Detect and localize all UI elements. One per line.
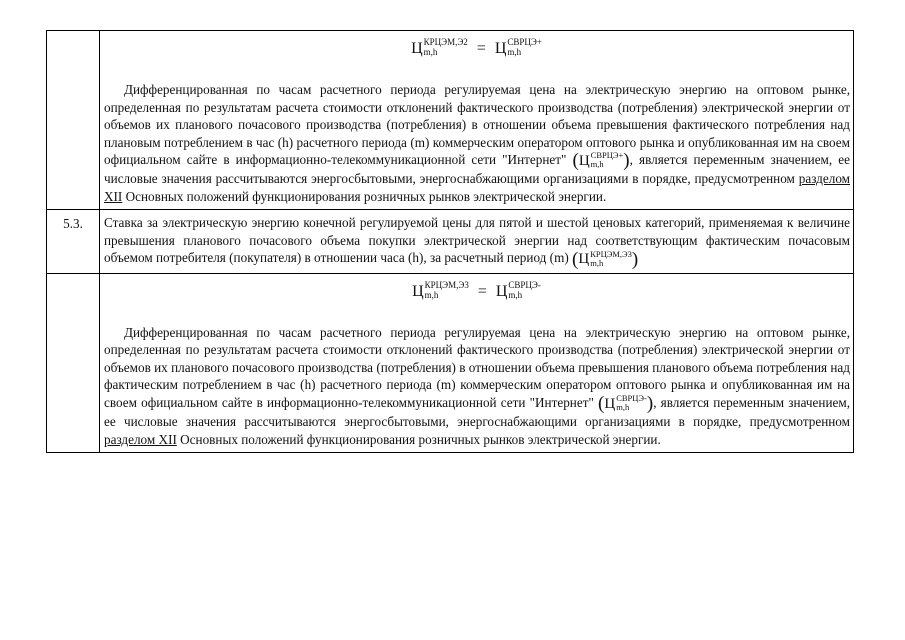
formula-lhs-sub: m,h [424,289,439,300]
paragraph-text-1: Дифференцированная по часам расчетного периода регулируемая цена на электрическую энергию на оптовом рынке, определенная по результатам расчета стоимости отклонений фактического производства (потребления) электрической энергии от объемов их планового почасового производства (потребления) в отношении объема превышения фактического потребления над плановым потреблением в час (h) расчетного периода (m) коммерческим оператором оптового рынка и опубликованная им на своем официальном сайте в информационно-телекоммуникационной сети "Интернет" [104,82,850,167]
table-row [47,273,854,452]
paragraph-text-2: , является переменным значением, ее числовые значения рассчитываются энергосбытовыми, энергоснабжающими организациями в порядке, предусмотренном [104,152,851,187]
formula-krcem-e2 [100,31,853,65]
spacer [100,65,853,77]
formula-rhs-sup: СВРЦЭ- [508,279,541,290]
inline-formula [572,151,629,170]
formula-lhs-symbol: Ц [411,39,423,57]
formula-equals: = [477,282,487,300]
close-paren: ) [646,393,654,415]
inline-sup: КРЦЭМ,Э3 [590,248,632,259]
row-number: 5.3. [63,216,83,232]
formula-rhs-sub: m,h [508,289,523,300]
definition-paragraph [100,77,853,209]
inline-sub: m,h [616,402,630,413]
formula-lhs-symbol: Ц [412,282,424,300]
row-number-cell-empty [47,273,100,452]
inline-symbol: Ц [578,251,590,268]
formula-rhs-symbol: Ц [495,282,508,300]
formula-lhs-indices [425,280,469,300]
section-xii-link[interactable]: разделом XII [104,431,177,447]
formula-equals: = [476,39,486,57]
formula-krcem-e3 [100,274,853,308]
rate-text: Ставка за электрическую энергию конечной регулируемой цены для пятой и шестой ценовых категорий, применяемая к величине превышения планового почасового объема покупки электрической энергии над соответствующим фактическим почасовым объемом потребителя (покупателя) в отношении часа (h), за расчетный период (m) [104,215,850,266]
close-paren: ) [623,150,630,172]
regulation-table [46,30,854,453]
content-cell [100,210,854,273]
inline-formula [598,394,653,413]
formula-rhs-sup: СВРЦЭ+ [507,37,542,47]
formula-lhs-sup: КРЦЭМ,Э2 [423,37,468,47]
formula-rhs-indices [508,280,540,300]
inline-sup: СВРЦЭ- [616,393,647,404]
inline-formula [572,250,638,269]
rate-paragraph [100,210,853,272]
formula-lhs-indices [424,37,468,57]
inline-sub: m,h [590,257,604,268]
paragraph-text-1: Дифференцированная по часам расчетного периода регулируемая цена на электрическую энергию на оптовом рынке, определенная по результатам расчета стоимости отклонений фактического производства (потребления) электрической энергии от объемов их планового почасового производства (потребления) в отношении объема превышения планового объема потребления над фактическим потреблением в час (h) расчетного периода (m) коммерческим оператором оптового рынка и опубликованная им на своем официальном сайте в информационно-телекоммуникационной сети "Интернет" [104,324,850,410]
paragraph-text-3: Основных положений функционирования розничных рынков электрической энергии. [125,188,607,204]
table-row [47,210,854,273]
paragraph-text-3: Основных положений функционирования розничных рынков электрической энергии. [180,431,661,447]
open-paren: ( [572,150,579,172]
row-number-cell-empty [47,31,100,210]
content-cell [100,273,854,452]
close-paren: ) [631,249,639,271]
formula-rhs-indices [507,37,542,57]
paragraph-text-2: , является переменным значением, ее числовые значения рассчитываются энергосбытовыми, энергоснабжающими организациями в порядке, предусмотренном [104,394,850,430]
inline-indices [590,250,632,268]
section-xii-link[interactable]: разделом XII [104,171,851,204]
row-number-cell [47,210,100,273]
formula-rhs-sub: m,h [507,47,522,57]
formula-lhs-sup: КРЦЭМ,Э3 [424,279,469,290]
inline-indices [591,151,624,169]
spacer [100,308,853,320]
inline-sub: m,h [590,159,604,170]
formula-rhs-symbol: Ц [494,39,507,57]
inline-symbol: Ц [604,395,616,412]
inline-symbol: Ц [578,152,590,169]
content-cell [100,31,854,210]
inline-indices [616,394,647,412]
open-paren: ( [598,393,605,415]
open-paren: ( [572,249,579,271]
definition-paragraph [100,320,853,452]
inline-sup: СВРЦЭ+ [590,150,624,161]
formula-lhs-sub: m,h [423,47,438,57]
document-page [46,30,851,453]
table-row [47,31,854,210]
